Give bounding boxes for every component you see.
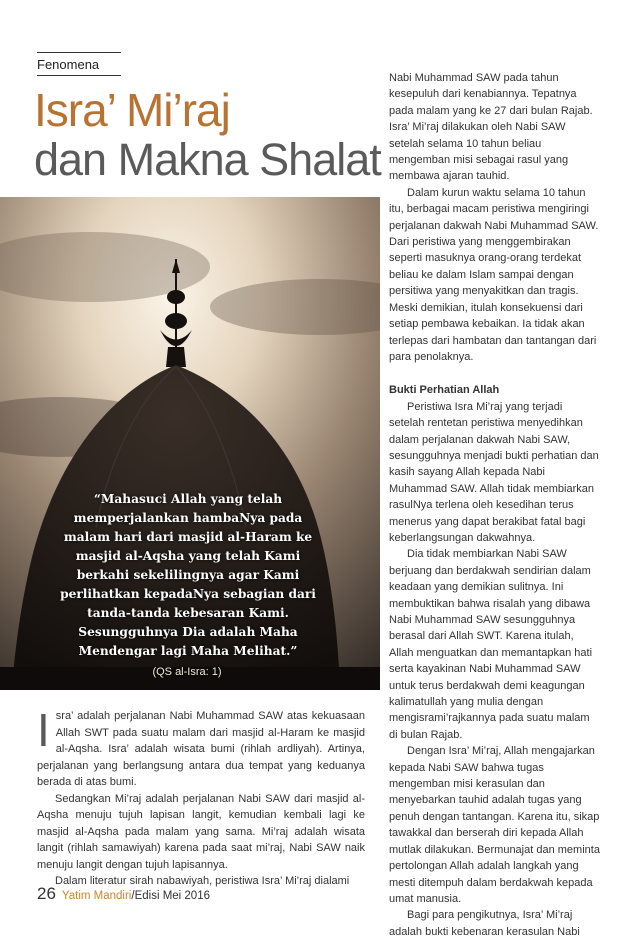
section-rule xyxy=(37,75,121,76)
left-paragraph-3: Dalam literatur sirah nabawiyah, peristiwa Isra’ Mi’raj dialami xyxy=(55,875,350,887)
drop-cap: I xyxy=(37,704,50,756)
page-number: 26 xyxy=(37,884,56,903)
left-body-text xyxy=(37,704,365,890)
pull-quote: “Mahasuci Allah yang telah memperjalankan hambaNya pada malam hari dari masjid al-Haram ke masjid al-Aqsha yang telah Kami berkahi sekelilingnya agar Kami perlihatkan kepadaNya sebagian dari tanda-tanda kebesaran Kami. Sesungguhnya Dia adalah Maha Mendengar lagi Maha Melihat.” xyxy=(60,492,316,658)
right-paragraph-3: Peristiwa Isra Mi’raj yang terjadi setelah rentetan peristiwa menyedihkan dalam perjalanan dakwah Nabi SAW, sesungguhnya menjadi bukti perhatian dan kasih sayang Allah kepada Nabi Muhammad SAW. Allah tidak membiarkan rasulNya terlena oleh kesedihan terus menerus yang dapat berakibat fatal bagi keberlangsungan dakwahnya. xyxy=(389,400,599,544)
quote-source: (QS al-Isra: 1) xyxy=(152,666,222,678)
page-footer xyxy=(37,884,210,904)
section-label: Fenomena xyxy=(37,57,100,72)
right-column-text xyxy=(389,70,600,940)
right-paragraph-5: Dengan Isra’ Mi’raj, Allah mengajarkan kepada Nabi SAW bahwa tugas mengemban misi kerasulan dan menyebarkan tauhid adalah tugas yang penuh dengan tantangan. Karena itu, sikap tawakkal dan berserah diri kepada Allah mutlak dilakukan. Bermunajat dan meminta pertolongan Allah adalah langkah yang mesti ditempuh dalam berdakwah kepada umat manusia. xyxy=(389,745,600,905)
left-paragraph-1: sra’ adalah perjalanan Nabi Muhammad SAW atas kekuasaan Allah SWT pada suatu malam dari masjid al-Haram ke masjid al-Aqsha. Isra’ adalah wisata bumi (rihlah ardliyah). Artinya, perjalanan yang berlangsung antara dua tempat yang keduanya berada di atas bumi. xyxy=(37,710,365,788)
right-paragraph-4: Dia tidak membiarkan Nabi SAW berjuang dan berdakwah sendirian dalam keadaan yang demikian sulitnya. Ini membuktikan bahwa risalah yang dibawa Nabi Muhammad SAW sesungguhnya berasal dari Allah SWT. Karena itulah, Allah menguatkan dan memantapkan hati serta kayakinan Nabi Muhammad SAW untuk terus berdakwah demi keagungan kalimatullah yang mulia dengan mengisrami’rajkannya pada suatu malam di bulan Rajab. xyxy=(389,548,593,741)
article-title-line1: Isra’ Mi’raj xyxy=(34,84,230,136)
subheading: Bukti Perhatian Allah xyxy=(389,384,500,397)
article-title-line2: dan Makna Shalat xyxy=(34,134,381,185)
top-rule xyxy=(37,52,121,53)
magazine-name: Yatim Mandiri xyxy=(61,890,132,902)
left-paragraph-2: Sedangkan Mi’raj adalah perjalanan Nabi SAW dari masjid al-Aqsha menuju tujuh lapisan langit, kemudian kembali lagi ke masjid al-Aqsha pada malam yang sama. Mi’raj adalah wisata langit (rihlah samawiyah) karena pada saat mi’raj, Nabi SAW naik menuju langit dengan tujuh lapisannya. xyxy=(37,792,365,871)
edition-label: /Edisi Mei 2016 xyxy=(131,890,210,902)
right-paragraph-6: Bagi para pengikutnya, Isra’ Mi’raj adalah bukti kebenaran kerasulan Nabi xyxy=(389,909,580,938)
right-paragraph-1: Nabi Muhammad SAW pada tahun kesepuluh dari kenabiannya. Tepatnya pada malam yang ke 27 dari bulan Rajab. Isra’ Mi’raj dilakukan oleh Nabi SAW setelah selama 10 tahun beliau mengemban misi sebagai rasul yang membawa ajaran tauhid. xyxy=(389,72,593,183)
right-paragraph-2: Dalam kurun waktu selama 10 tahun itu, berbagai macam peristiwa mengiringi perjalanan dakwah Nabi Muhammad SAW. Dari peristiwa yang menggembirakan seperti masuknya orang-orang terdekat beliau ke dalam Islam sampai dengan persitiwa yang menyakitkan dan tragis. Meski demikian, itulah konsekuensi dari setiap pembawa kebaikan. Ia tidak akan terlepas dari hambatan dan tantangan dari para penolaknya. xyxy=(389,186,599,363)
